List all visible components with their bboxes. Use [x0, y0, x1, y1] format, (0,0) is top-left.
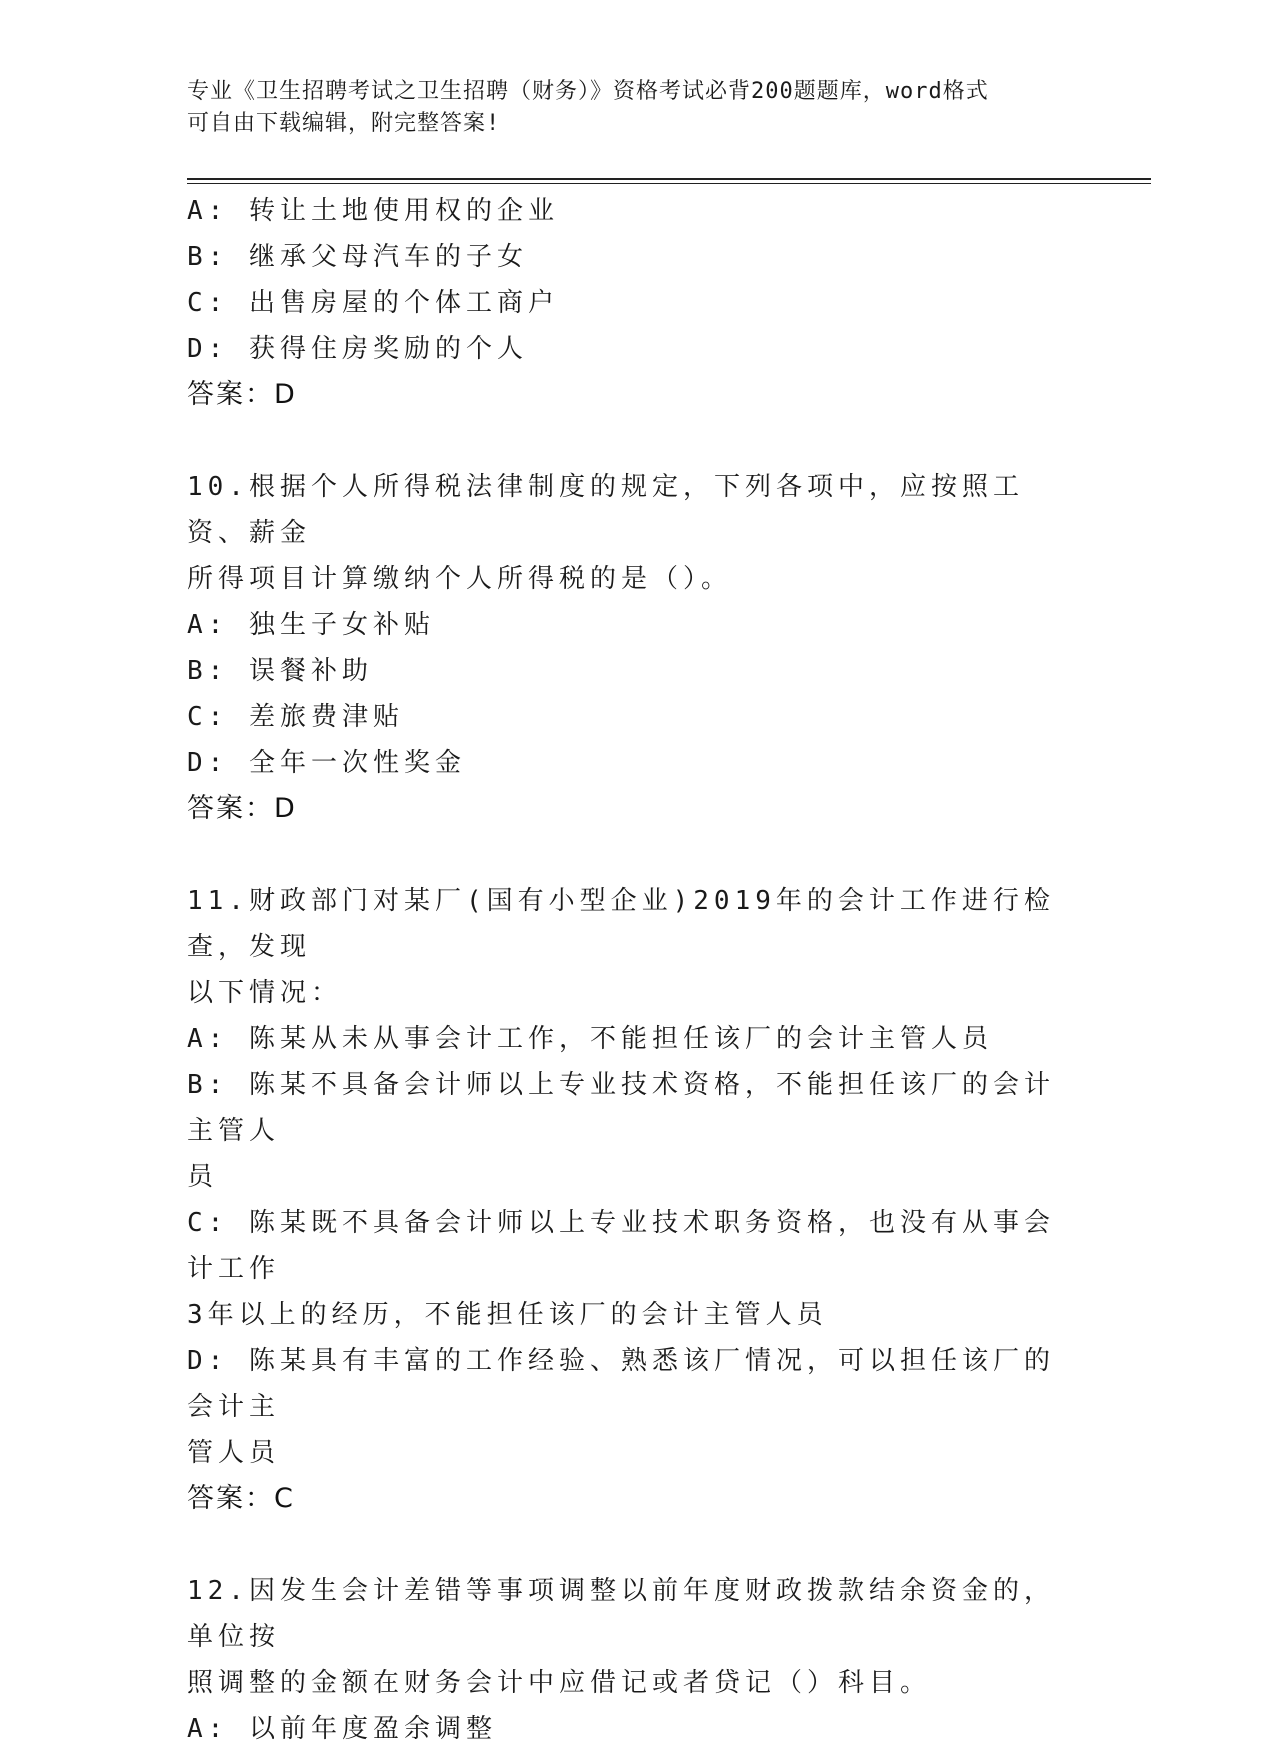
question-stem-line: 所得项目计算缴纳个人所得税的是（）。 [187, 564, 733, 594]
answer-line: 答案：D [187, 793, 297, 824]
question-12 [187, 1568, 1077, 1752]
option-a: A: 以前年度盈余调整 [187, 1714, 497, 1744]
question-9-continued [187, 188, 1077, 418]
answer-line: 答案：D [187, 379, 297, 410]
option-c: C: 陈某既不具备会计师以上专业技术职务资格，也没有从事会计工作 [187, 1208, 1055, 1284]
question-stem-line: 照调整的金额在财务会计中应借记或者贷记（）科目。 [187, 1668, 932, 1698]
option-d: D: 获得住房奖励的个人 [187, 334, 528, 364]
option-d-continued: 管人员 [187, 1438, 281, 1468]
question-stem-line: 12.因发生会计差错等事项调整以前年度财政拨款结余资金的，单位按 [187, 1576, 1055, 1652]
spacer [187, 418, 1077, 464]
header-title-line-2: 可自由下载编辑，附完整答案! [187, 111, 501, 136]
document-header [187, 76, 1067, 140]
option-c: C: 差旅费津贴 [187, 702, 404, 732]
option-c-continued: 3年以上的经历，不能担任该厂的会计主管人员 [187, 1300, 828, 1330]
header-title-line-1: 专业《卫生招聘考试之卫生招聘（财务）》资格考试必背200题题库，word格式 [187, 79, 989, 104]
header-divider-thick [187, 178, 1151, 180]
spacer [187, 832, 1077, 878]
header-divider-thin [187, 183, 1151, 184]
option-a: A: 陈某从未从事会计工作，不能担任该厂的会计主管人员 [187, 1024, 993, 1054]
question-10 [187, 464, 1077, 832]
option-a: A: 独生子女补贴 [187, 610, 435, 640]
option-d: D: 陈某具有丰富的工作经验、熟悉该厂情况，可以担任该厂的会计主 [187, 1346, 1055, 1422]
answer-line: 答案：C [187, 1483, 295, 1514]
option-d: D: 全年一次性奖金 [187, 748, 466, 778]
option-b: B: 继承父母汽车的子女 [187, 242, 528, 272]
question-list [187, 188, 1077, 1752]
question-11 [187, 878, 1077, 1522]
question-stem-line: 10.根据个人所得税法律制度的规定，下列各项中，应按照工资、薪金 [187, 472, 1024, 548]
spacer [187, 1522, 1077, 1568]
option-b: B: 误餐补助 [187, 656, 373, 686]
question-stem-line: 以下情况： [187, 978, 343, 1008]
option-b-continued: 员 [187, 1162, 219, 1192]
question-stem-line: 11.财政部门对某厂(国有小型企业)2019年的会计工作进行检查，发现 [187, 886, 1055, 962]
option-b: B: 陈某不具备会计师以上专业技术资格，不能担任该厂的会计主管人 [187, 1070, 1055, 1146]
option-c: C: 出售房屋的个体工商户 [187, 288, 559, 318]
option-a: A: 转让土地使用权的企业 [187, 196, 559, 226]
